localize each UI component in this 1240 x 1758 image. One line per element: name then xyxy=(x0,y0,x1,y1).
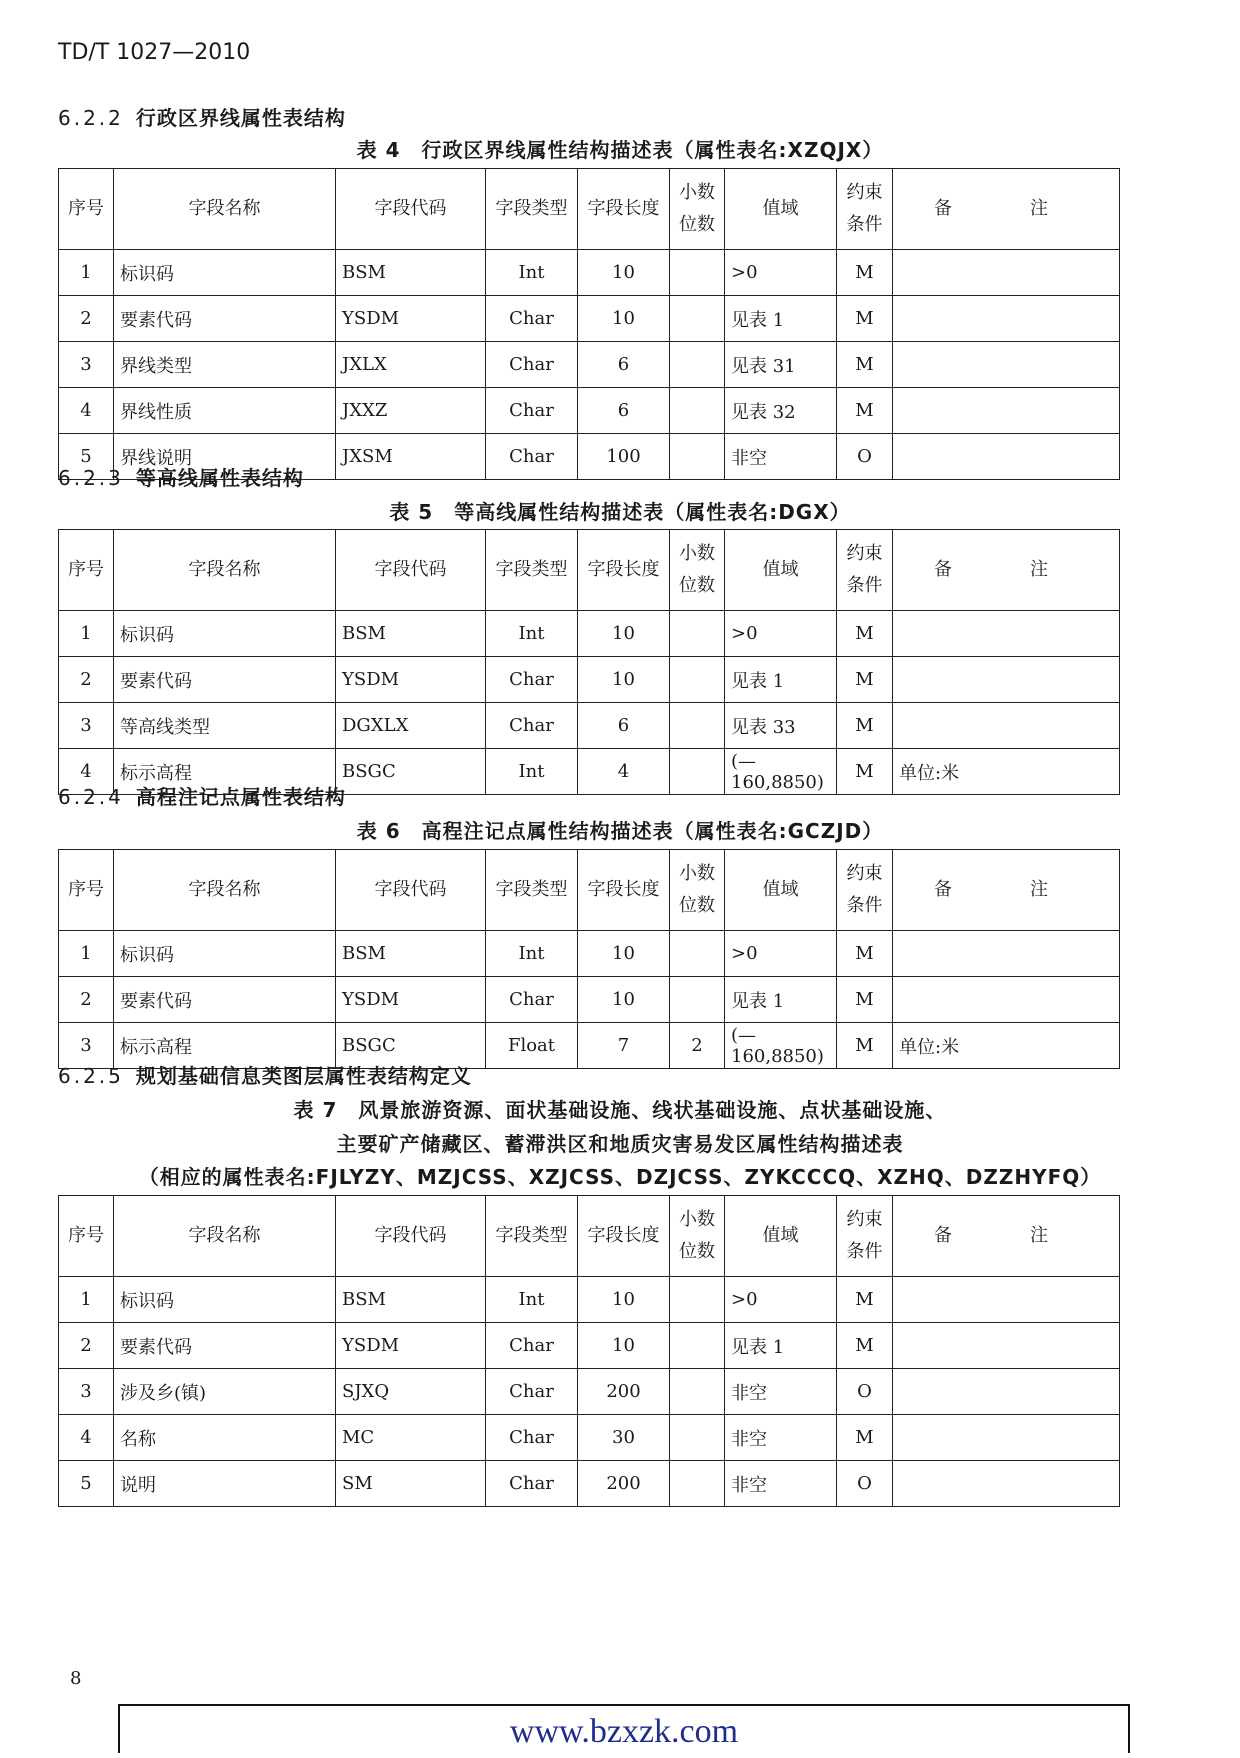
table-header-row xyxy=(59,850,1120,931)
col-note-cell xyxy=(893,296,1120,342)
col-field-code-cell: JXXZ xyxy=(336,388,486,434)
col-index-cell: 3 xyxy=(59,703,114,749)
col-field-type-cell: Char xyxy=(486,296,578,342)
col-field-name-cell: 标识码 xyxy=(114,1277,336,1323)
header-col-field-name: 字段名称 xyxy=(114,1196,336,1277)
header-col-index: 序号 xyxy=(59,1196,114,1277)
col-domain-cell: (—160,8850) xyxy=(725,1023,837,1069)
section-title: 等高线属性表结构 xyxy=(135,466,304,490)
col-domain-cell: 非空 xyxy=(725,1369,837,1415)
table-caption-line-2: 主要矿产储藏区、蓄滞洪区和地质灾害易发区属性结构描述表 xyxy=(336,1132,904,1156)
col-domain-cell: 见表 32 xyxy=(725,388,837,434)
col-constraint-cell: M xyxy=(837,703,893,749)
col-domain-cell: >0 xyxy=(725,931,837,977)
col-field-name-cell: 涉及乡(镇) xyxy=(114,1369,336,1415)
col-field-name-cell: 标示高程 xyxy=(114,1023,336,1069)
section-title: 行政区界线属性表结构 xyxy=(135,106,346,130)
col-field-code-cell: BSM xyxy=(336,250,486,296)
col-field-code-cell: DGXLX xyxy=(336,703,486,749)
attribute-table-gczjd xyxy=(58,849,1120,1069)
col-decimals-cell xyxy=(670,250,725,296)
col-note-cell xyxy=(893,657,1120,703)
col-field-code-cell: SM xyxy=(336,1461,486,1507)
col-note-cell xyxy=(893,434,1120,480)
col-field-length-cell: 6 xyxy=(578,388,670,434)
col-constraint-cell: O xyxy=(837,1369,893,1415)
table-row xyxy=(59,342,1120,388)
col-domain-cell: >0 xyxy=(725,611,837,657)
section-number: 6.2.2 xyxy=(58,106,124,130)
table-row xyxy=(59,1369,1120,1415)
col-field-code-cell: JXSM xyxy=(336,434,486,480)
col-field-length-cell: 7 xyxy=(578,1023,670,1069)
header-col-note: 备 注 xyxy=(893,169,1120,250)
header-col-field-length: 字段长度 xyxy=(578,1196,670,1277)
col-index-cell: 1 xyxy=(59,250,114,296)
col-field-name-cell: 标示高程 xyxy=(114,749,336,795)
col-field-code-cell: YSDM xyxy=(336,657,486,703)
header-col-decimals: 小数 位数 xyxy=(670,1196,725,1277)
table-row xyxy=(59,703,1120,749)
col-constraint-cell: M xyxy=(837,250,893,296)
col-domain-cell: 见表 31 xyxy=(725,342,837,388)
col-field-length-cell: 6 xyxy=(578,342,670,388)
col-field-type-cell: Char xyxy=(486,388,578,434)
col-constraint-cell: M xyxy=(837,1415,893,1461)
col-field-name-cell: 说明 xyxy=(114,1461,336,1507)
header-col-note: 备 注 xyxy=(893,850,1120,931)
col-field-type-cell: Char xyxy=(486,657,578,703)
col-field-name-cell: 要素代码 xyxy=(114,657,336,703)
col-decimals-cell xyxy=(670,1277,725,1323)
col-decimals-cell: 2 xyxy=(670,1023,725,1069)
table-caption: 表 6 高程注记点属性结构描述表（属性表名:GCZJD） xyxy=(356,819,884,843)
section-heading xyxy=(58,781,346,810)
col-field-type-cell: Int xyxy=(486,250,578,296)
col-index-cell: 2 xyxy=(59,1323,114,1369)
col-field-type-cell: Int xyxy=(486,749,578,795)
col-field-code-cell: YSDM xyxy=(336,296,486,342)
col-constraint-cell: M xyxy=(837,611,893,657)
col-field-name-cell: 界线类型 xyxy=(114,342,336,388)
col-domain-cell: 见表 1 xyxy=(725,296,837,342)
col-field-length-cell: 200 xyxy=(578,1461,670,1507)
header-col-decimals: 小数 位数 xyxy=(670,850,725,931)
table-row xyxy=(59,1323,1120,1369)
header-col-decimals: 小数 位数 xyxy=(670,530,725,611)
col-note-cell xyxy=(893,931,1120,977)
col-index-cell: 4 xyxy=(59,749,114,795)
header-col-index: 序号 xyxy=(59,850,114,931)
col-field-length-cell: 10 xyxy=(578,931,670,977)
col-constraint-cell: O xyxy=(837,1461,893,1507)
section-title: 高程注记点属性表结构 xyxy=(135,785,346,809)
col-domain-cell: >0 xyxy=(725,1277,837,1323)
col-field-name-cell: 界线性质 xyxy=(114,388,336,434)
col-field-name-cell: 要素代码 xyxy=(114,296,336,342)
col-decimals-cell xyxy=(670,657,725,703)
col-field-code-cell: YSDM xyxy=(336,977,486,1023)
col-field-length-cell: 10 xyxy=(578,1277,670,1323)
header-col-constraint: 约束 条件 xyxy=(837,850,893,931)
col-note-cell: 单位:米 xyxy=(893,1023,1120,1069)
col-index-cell: 5 xyxy=(59,1461,114,1507)
col-field-length-cell: 10 xyxy=(578,296,670,342)
col-note-cell xyxy=(893,1323,1120,1369)
col-field-code-cell: BSM xyxy=(336,611,486,657)
col-domain-cell: 非空 xyxy=(725,434,837,480)
col-note-cell xyxy=(893,1277,1120,1323)
col-decimals-cell xyxy=(670,931,725,977)
table-row xyxy=(59,1415,1120,1461)
header-col-field-code: 字段代码 xyxy=(336,850,486,931)
col-field-type-cell: Char xyxy=(486,703,578,749)
header-col-field-type: 字段类型 xyxy=(486,530,578,611)
table-row xyxy=(59,250,1120,296)
col-field-length-cell: 10 xyxy=(578,977,670,1023)
col-decimals-cell xyxy=(670,749,725,795)
col-constraint-cell: O xyxy=(837,434,893,480)
header-col-constraint: 约束 条件 xyxy=(837,1196,893,1277)
col-field-length-cell: 200 xyxy=(578,1369,670,1415)
header-col-decimals: 小数 位数 xyxy=(670,169,725,250)
col-index-cell: 3 xyxy=(59,342,114,388)
col-field-code-cell: BSGC xyxy=(336,1023,486,1069)
col-field-name-cell: 标识码 xyxy=(114,250,336,296)
col-domain-cell: 非空 xyxy=(725,1461,837,1507)
col-decimals-cell xyxy=(670,434,725,480)
col-note-cell xyxy=(893,977,1120,1023)
col-field-code-cell: BSGC xyxy=(336,749,486,795)
col-field-name-cell: 标识码 xyxy=(114,611,336,657)
col-field-type-cell: Char xyxy=(486,977,578,1023)
col-field-name-cell: 等高线类型 xyxy=(114,703,336,749)
header-col-field-name: 字段名称 xyxy=(114,169,336,250)
table-row xyxy=(59,657,1120,703)
col-note-cell xyxy=(893,388,1120,434)
col-domain-cell: 见表 1 xyxy=(725,657,837,703)
section-number: 6.2.4 xyxy=(58,785,124,809)
header-col-domain: 值域 xyxy=(725,850,837,931)
col-domain-cell: >0 xyxy=(725,250,837,296)
table-row xyxy=(59,931,1120,977)
header-col-field-type: 字段类型 xyxy=(486,1196,578,1277)
col-note-cell xyxy=(893,1369,1120,1415)
col-note-cell xyxy=(893,1415,1120,1461)
col-index-cell: 2 xyxy=(59,977,114,1023)
header-col-field-code: 字段代码 xyxy=(336,530,486,611)
col-field-code-cell: MC xyxy=(336,1415,486,1461)
header-col-field-name: 字段名称 xyxy=(114,530,336,611)
col-field-length-cell: 6 xyxy=(578,703,670,749)
header-col-field-length: 字段长度 xyxy=(578,850,670,931)
col-field-length-cell: 30 xyxy=(578,1415,670,1461)
col-index-cell: 3 xyxy=(59,1369,114,1415)
col-index-cell: 2 xyxy=(59,296,114,342)
col-field-type-cell: Char xyxy=(486,1461,578,1507)
col-decimals-cell xyxy=(670,703,725,749)
col-index-cell: 3 xyxy=(59,1023,114,1069)
col-index-cell: 5 xyxy=(59,434,114,480)
section-heading xyxy=(58,462,304,491)
table-caption-line-3: （相应的属性表名:FJLYZY、MZJCSS、XZJCSS、DZJCSS、ZYKCCCQ、XZHQ、DZZHYFQ） xyxy=(138,1165,1102,1189)
col-index-cell: 1 xyxy=(59,931,114,977)
section-number: 6.2.3 xyxy=(58,466,124,490)
table-row xyxy=(59,388,1120,434)
col-field-type-cell: Int xyxy=(486,1277,578,1323)
col-decimals-cell xyxy=(670,611,725,657)
section-heading xyxy=(58,1060,472,1089)
col-constraint-cell: M xyxy=(837,1023,893,1069)
table-row xyxy=(59,1461,1120,1507)
col-decimals-cell xyxy=(670,296,725,342)
watermark-box xyxy=(118,1704,1130,1753)
col-field-code-cell: BSM xyxy=(336,1277,486,1323)
col-field-type-cell: Int xyxy=(486,611,578,657)
col-index-cell: 4 xyxy=(59,1415,114,1461)
table-header-row xyxy=(59,1196,1120,1277)
header-col-domain: 值域 xyxy=(725,530,837,611)
section-number: 6.2.5 xyxy=(58,1064,124,1088)
col-note-cell xyxy=(893,250,1120,296)
standard-code: TD/T 1027—2010 xyxy=(58,40,251,65)
col-decimals-cell xyxy=(670,388,725,434)
col-decimals-cell xyxy=(670,1461,725,1507)
header-col-domain: 值域 xyxy=(725,1196,837,1277)
col-note-cell xyxy=(893,611,1120,657)
col-index-cell: 4 xyxy=(59,388,114,434)
col-field-length-cell: 10 xyxy=(578,1323,670,1369)
col-field-length-cell: 10 xyxy=(578,611,670,657)
col-constraint-cell: M xyxy=(837,749,893,795)
table-caption-line-1: 表 7 风景旅游资源、面状基础设施、线状基础设施、点状基础设施、 xyxy=(293,1098,947,1122)
col-note-cell xyxy=(893,1461,1120,1507)
col-constraint-cell: M xyxy=(837,388,893,434)
table-caption: 表 4 行政区界线属性结构描述表（属性表名:XZQJX） xyxy=(356,138,884,162)
col-constraint-cell: M xyxy=(837,342,893,388)
table-row xyxy=(59,296,1120,342)
col-field-code-cell: JXLX xyxy=(336,342,486,388)
col-field-name-cell: 界线说明 xyxy=(114,434,336,480)
col-field-length-cell: 10 xyxy=(578,657,670,703)
col-decimals-cell xyxy=(670,342,725,388)
col-field-name-cell: 要素代码 xyxy=(114,1323,336,1369)
col-index-cell: 1 xyxy=(59,611,114,657)
col-decimals-cell xyxy=(670,1323,725,1369)
col-field-length-cell: 100 xyxy=(578,434,670,480)
col-field-name-cell: 要素代码 xyxy=(114,977,336,1023)
header-col-field-length: 字段长度 xyxy=(578,530,670,611)
header-col-field-type: 字段类型 xyxy=(486,850,578,931)
section-heading xyxy=(58,102,346,131)
col-field-name-cell: 标识码 xyxy=(114,931,336,977)
header-col-field-type: 字段类型 xyxy=(486,169,578,250)
table-row xyxy=(59,611,1120,657)
table-row xyxy=(59,1277,1120,1323)
header-col-constraint: 约束 条件 xyxy=(837,169,893,250)
col-field-type-cell: Int xyxy=(486,931,578,977)
col-domain-cell: (—160,8850) xyxy=(725,749,837,795)
col-field-type-cell: Float xyxy=(486,1023,578,1069)
header-col-domain: 值域 xyxy=(725,169,837,250)
col-constraint-cell: M xyxy=(837,1277,893,1323)
col-field-type-cell: Char xyxy=(486,434,578,480)
col-note-cell xyxy=(893,703,1120,749)
col-field-type-cell: Char xyxy=(486,342,578,388)
col-field-code-cell: YSDM xyxy=(336,1323,486,1369)
header-col-field-code: 字段代码 xyxy=(336,1196,486,1277)
header-col-note: 备 注 xyxy=(893,1196,1120,1277)
col-constraint-cell: M xyxy=(837,977,893,1023)
col-field-type-cell: Char xyxy=(486,1323,578,1369)
col-domain-cell: 见表 1 xyxy=(725,1323,837,1369)
watermark-url[interactable]: www.bzxzk.com xyxy=(509,1713,739,1750)
header-col-field-length: 字段长度 xyxy=(578,169,670,250)
attribute-table-dgx xyxy=(58,529,1120,795)
header-col-field-name: 字段名称 xyxy=(114,850,336,931)
col-domain-cell: 见表 33 xyxy=(725,703,837,749)
col-field-length-cell: 4 xyxy=(578,749,670,795)
header-col-note: 备 注 xyxy=(893,530,1120,611)
header-col-index: 序号 xyxy=(59,530,114,611)
col-decimals-cell xyxy=(670,1369,725,1415)
col-field-code-cell: BSM xyxy=(336,931,486,977)
col-constraint-cell: M xyxy=(837,296,893,342)
col-decimals-cell xyxy=(670,1415,725,1461)
table-row xyxy=(59,977,1120,1023)
attribute-table-planning-layers xyxy=(58,1195,1120,1507)
header-col-index: 序号 xyxy=(59,169,114,250)
col-field-type-cell: Char xyxy=(486,1369,578,1415)
col-constraint-cell: M xyxy=(837,657,893,703)
col-index-cell: 1 xyxy=(59,1277,114,1323)
col-field-type-cell: Char xyxy=(486,1415,578,1461)
col-note-cell xyxy=(893,342,1120,388)
section-title: 规划基础信息类图层属性表结构定义 xyxy=(135,1064,472,1088)
attribute-table-xzqjx xyxy=(58,168,1120,480)
table-caption: 表 5 等高线属性结构描述表（属性表名:DGX） xyxy=(389,500,851,524)
col-constraint-cell: M xyxy=(837,1323,893,1369)
header-col-field-code: 字段代码 xyxy=(336,169,486,250)
col-index-cell: 2 xyxy=(59,657,114,703)
table-header-row xyxy=(59,530,1120,611)
table-header-row xyxy=(59,169,1120,250)
col-decimals-cell xyxy=(670,977,725,1023)
header-col-constraint: 约束 条件 xyxy=(837,530,893,611)
col-field-length-cell: 10 xyxy=(578,250,670,296)
col-domain-cell: 非空 xyxy=(725,1415,837,1461)
col-field-name-cell: 名称 xyxy=(114,1415,336,1461)
page-number: 8 xyxy=(70,1668,82,1689)
col-note-cell: 单位:米 xyxy=(893,749,1120,795)
col-field-code-cell: SJXQ xyxy=(336,1369,486,1415)
col-constraint-cell: M xyxy=(837,931,893,977)
col-domain-cell: 见表 1 xyxy=(725,977,837,1023)
